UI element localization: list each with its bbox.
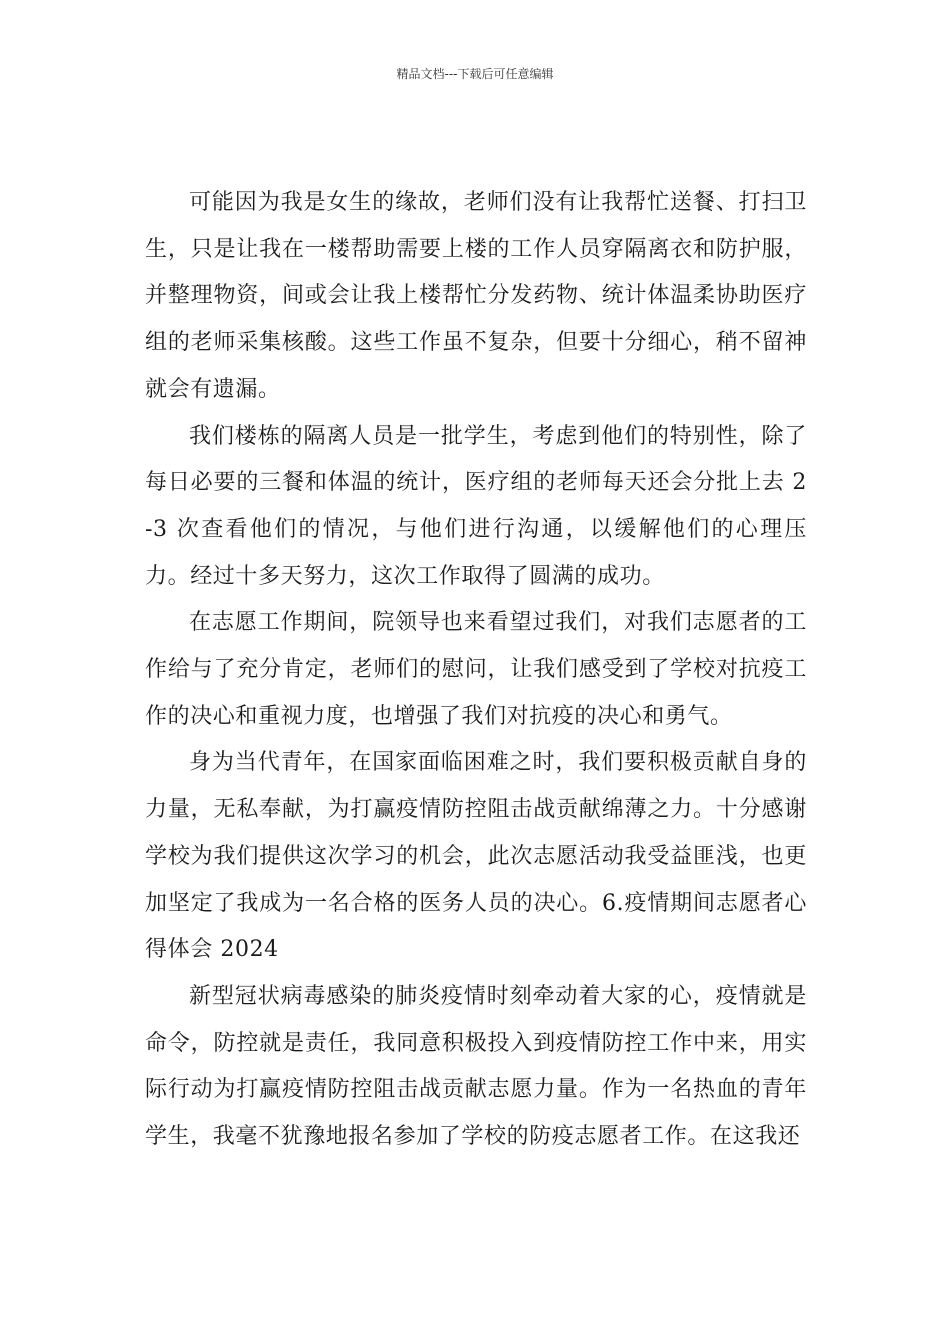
paragraph-1: 可能因为我是女生的缘故，老师们没有让我帮忙送餐、打扫卫生，只是让我在一楼帮助需要上楼的工作人员穿隔离衣和防护服，并整理物资，间或会让我上楼帮忙分发药物、统计体温柔协助医疗组的老师采集核酸。这些工作虽不复杂，但要十分细心，稍不留神就会有遗漏。 bbox=[145, 190, 807, 402]
paragraph-5: 新型冠状病毒感染的肺炎疫情时刻牵动着大家的心，疫情就是命令，防控就是责任，我同意积极投入到疫情防控工作中来，用实际行动为打赢疫情防控阻击战贡献志愿力量。作为一名热血的青年学生，我毫不犹豫地报名参加了学校的防疫志愿者工作。在这我还 bbox=[145, 983, 807, 1150]
page-header: 精品文档---下载后可任意编辑 bbox=[396, 67, 554, 81]
document-body bbox=[145, 180, 807, 1161]
paragraph-3: 在志愿工作期间，院领导也来看望过我们，对我们志愿者的工作给与了充分肯定，老师们的慰问，让我们感受到了学校对抗疫工作的决心和重视力度，也增强了我们对抗疫的决心和勇气。 bbox=[145, 610, 807, 729]
paragraph-2: 我们楼栋的隔离人员是一批学生，考虑到他们的特别性，除了每日必要的三餐和体温的统计，医疗组的老师每天还会分批上去 2-3 次查看他们的情况，与他们进行沟通，以缓解他们的心理压力。经过十多天努力，这次工作取得了圆满的成功。 bbox=[145, 423, 807, 589]
paragraph-4: 身为当代青年，在国家面临困难之时，我们要积极贡献自身的力量，无私奉献，为打赢疫情防控阻击战贡献绵薄之力。十分感谢学校为我们提供这次学习的机会，此次志愿活动我受益匪浅，也更加坚定了我成为一名合格的医务人员的决心。6.疫情期间志愿者心得体会 2024 bbox=[145, 750, 807, 963]
